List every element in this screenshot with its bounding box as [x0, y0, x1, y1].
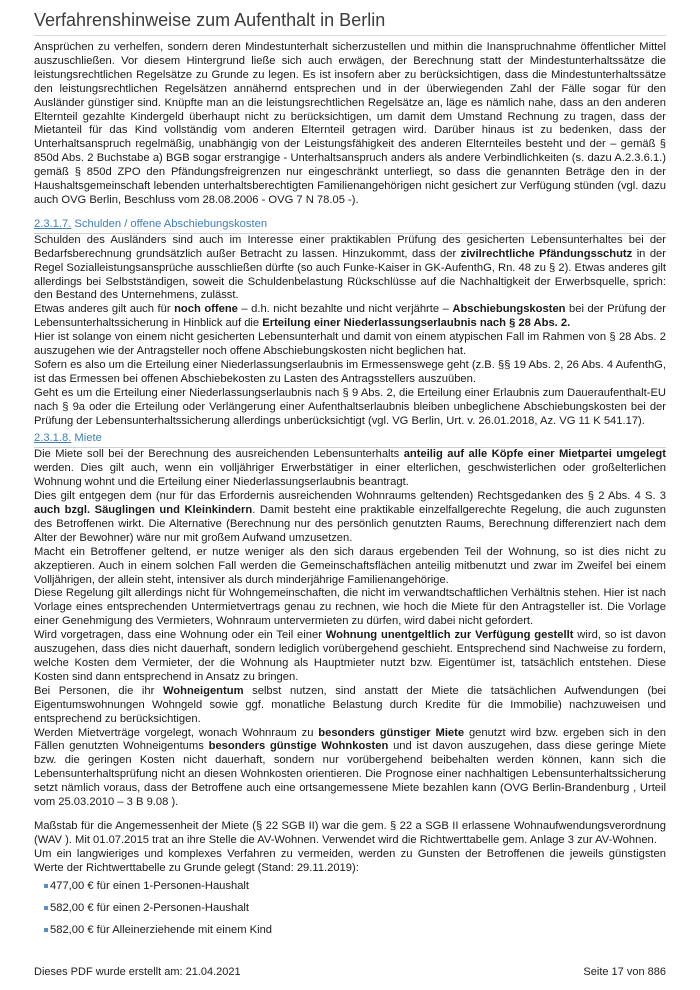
list-item: 477,00 € für einen 1-Personen-Haushalt: [44, 880, 666, 893]
document-body: [34, 41, 666, 946]
paragraph: Werden Mietverträge vorgelegt, wonach Wohnraum zu besonders günstiger Miete genutzt wird bzw. ergeben sich in den Fällen genutzten Wohneigentums besonders günstige Wohnkosten und ist davon auszugehen, dass diese geringe Miete bzw. die geringen Kosten nicht dauerhaft, sondern nur vorübergehend beibehalten werden können, kann sich die Lebensunterhaltsprüfung nicht an diesen Wohnkosten orientieren. Die Prognose einer nachhaltigen Lebensunterhaltssicherung setzt nämlich voraus, dass der Betroffene auch eine ortsangemessene Miete bezahlen kann (OVG Berlin-Brandenburg , Urteil vom 25.03.2010 – 3 B 9.08 ).: [34, 726, 667, 809]
section-number-link[interactable]: 2.3.1.8.: [34, 432, 72, 445]
page-title: Verfahrenshinweise zum Aufenthalt in Berlin: [34, 10, 386, 30]
paragraph: Wird vorgetragen, dass eine Wohnung oder ein Teil einer Wohnung unentgeltlich zur Verfügung gestellt wird, so ist davon auszugehen, dass dies nicht dauerhaft, sondern lediglich vorübergehend geschieht. Entsprechend sind Nachweise zu fordern, welche Kosten dem Vermieter, der die Wohnung als Hauptmieter nutzt bzw. Eigentümer ist, tatsächlich entstehen. Diese Kosten sind dann entsprechend in Ansatz zu bringen.: [34, 629, 666, 683]
created-date: Dieses PDF wurde erstellt am: 21.04.2021: [34, 966, 241, 978]
list-item: 582,00 € für Alleinerziehende mit einem Kind: [44, 924, 666, 937]
page-number: Seite 17 von 886: [583, 966, 666, 978]
title-divider: [34, 35, 666, 36]
paragraph: Um ein langwieriges und komplexes Verfahren zu vermeiden, werden zu Gunsten der Betroffenen die jeweils günstigsten Werte der Richtwerttabelle zu Grunde gelegt (Stand: 29.11.2019):: [34, 847, 666, 874]
paragraph: Dies gilt entgegen dem (nur für das Erfordernis ausreichenden Wohnraums geltenden) Rechtsgedanken des § 2 Abs. 4 S. 3 auch bzgl. Säuglingen und Kleinkindern. Damit besteht eine praktikable einzelfallgerechte Regelung, die auch zugunsten des Betroffenen wirkt. Die Alternative (Berechnung nur des persönlich genutzten Raums, Berechnung differenziert nach dem Alter der Bewohner) wäre nur mit großem Aufwand umzusetzen.: [34, 490, 666, 544]
bullet-square-icon: [44, 884, 48, 888]
bullet-square-icon: [44, 906, 48, 910]
paragraph: Schulden des Ausländers sind auch im Interesse einer praktikablen Prüfung des gesicherten Lebensunterhaltes bei der Bedarfsberechnung grundsätzlich außer Betracht zu lassen. Hinzukommt, dass der zivilrechtliche Pfändungsschutz in der Regel Sozialleistungsansprüche ausschließen dürfte (so auch Funke-Kaiser in GK-AufenthG, Rn. 48 zu § 2). Etwas anderes gilt allerdings bei Selbstständigen, soweit die Schuldenbelastung Rückschlüsse auf die Nachhaltigkeit der Erwerbsquelle, sprich: den Bestand des Unternehmens, zulässt.: [34, 233, 666, 302]
bullet-square-icon: [44, 928, 48, 932]
intro-paragraph: Ansprüchen zu verhelfen, sondern deren Mindestunterhalt sicherzustellen und mithin die Inanspruchnahme öffentlicher Mittel auszuschließen. Vor diesem Hintergrund ließe sich auch erwägen, der Berechnung statt der Mindestunterhaltssätze die leistungsrechtlichen Regelsätze zu Grunde zu legen. Es ist insofern aber zu berücksichtigen, dass die Mindestunterhaltssätze den leistungsrechtlichen Regelsätzen annähernd entsprechen und in der überwiegenden Zahl der Fälle sogar für den Ausländer günstiger sind. Knüpfte man an die leistungsrechtlichen Regelsätze an, läge es nämlich nahe, dass an den anderen Elternteil gezahlte Kindergeld überhaupt nicht zu berücksichtigen, um damit dem Umstand Rechnung zu tragen, dass der Mietanteil für das Kind vollständig vom anderen Elternteil getragen wird. Darüber hinaus ist zu bedenken, dass der Unterhaltsanspruch regelmäßig, unabhängig von der Leistungsfähigkeit des anderen Elternteiles besteht und der – gemäß § 850d Abs. 2 Buchstabe a) BGB sogar erstrangige - Unterhaltsanspruch anders als andere Verbindlichkeiten (s. dazu A.2.3.6.1.) gemäß § 850d ZPO den Pfändungsfreigrenzen nur eingeschränkt unterliegt, so dass die genannten Beträge den in der Haushaltsgemeinschaft lebenden unterhaltsberechtigten Familienangehörigen nicht gesichert zur Verfügung stünden (vgl. dazu auch OVG Berlin, Beschluss vom 28.08.2006 - OVG 7 N 78.05 -).: [34, 41, 666, 206]
rent-limits-list: [34, 880, 666, 937]
section-title: Schulden / offene Abschiebungskosten: [71, 217, 268, 230]
section-heading-miete: [34, 432, 666, 448]
paragraph: Etwas anderes gilt auch für noch offene – d.h. nicht bezahlte und nicht verjährte – Abschiebungskosten bei der Prüfung der Lebensunterhaltssicherung in Hinblick auf die Erteilung einer Niederlassungserlaubnis nach § 28 Abs. 2.: [34, 303, 666, 330]
paragraph: Bei Personen, die ihr Wohneigentum selbst nutzen, sind anstatt der Miete die tatsächlichen Aufwendungen (bei Eigentumswohnungen Wohngeld sowie ggf. monatliche Belastung durch Kredite für die Immobilie) nachzuweisen und entsprechend zu berücksichtigen.: [34, 684, 666, 725]
paragraph: Die Miete soll bei der Berechnung des ausreichenden Lebensunterhalts anteilig auf alle Köpfe einer Mietpartei umgelegt werden. Dies gilt auch, wenn ein volljähriger Erwerbstätiger in einer elterlichen, geschwisterlichen oder großelterlichen Wohnung wohnt und die Erteilung einer Niederlassungserlaubnis beantragt.: [34, 448, 666, 489]
page-footer: [34, 966, 666, 978]
paragraph: Sofern es also um die Erteilung einer Niederlassungserlaubnis im Ermessenswege geht (z.B. §§ 19 Abs. 2, 26 Abs. 4 AufenthG, ist das Ermessen bei offenen Abschiebekosten zu Lasten des Antragsstellers auszuüben.: [34, 358, 666, 385]
list-item: 582,00 € für einen 2-Personen-Haushalt: [44, 902, 666, 915]
paragraph: Diese Regelung gilt allerdings nicht für Wohngemeinschaften, die nicht im verwandtschaftlichen Verhältnis stehen. Hier ist nach Vorlage eines entsprechenden Untermietvertrags genau zu rechnen, wie hoch die Miete für den Antragsteller ist. Die Vorlage einer Genehmigung des Vermieters, Wohnraum untervermieten zu dürfen, wird dabei nicht gefordert.: [34, 587, 666, 628]
paragraph: Maßstab für die Angemessenheit der Miete (§ 22 SGB II) war die gem. § 22 a SGB II erlassene Wohnaufwendungsverordnung (WAV ). Mit 01.07.2015 trat an ihre Stelle die AV-Wohnen. Verwendet wird die Richtwerttabelle gem. Anlage 3 zur AV-Wohnen.: [34, 819, 666, 846]
section-heading-schulden: [34, 218, 666, 234]
paragraph: Geht es um die Erteilung einer Niederlassungserlaubnis nach § 9 Abs. 2, die Erteilung einer Erlaubnis zum Daueraufenthalt-EU nach § 9a oder die Erteilung oder Verlängerung einer Aufenthaltserlaubnis bleiben unbeglichene Abschiebungskosten bei der Prüfung der Lebensunterhaltssicherung allerdings unberücksichtigt (vgl. VG Berlin, Urt. v. 26.01.2018, Az. VG 11 K 541.17).: [34, 386, 666, 427]
section-title: Miete: [71, 432, 102, 445]
section-number-link[interactable]: 2.3.1.7.: [34, 217, 72, 230]
paragraph: Macht ein Betroffener geltend, er nutze weniger als den sich daraus ergebenden Teil der Wohnung, so ist dies nicht zu akzeptieren. Auch in einem solchen Fall werden die Gemeinschaftsflächen anteilig mitbenutzt und zwar im Zweifel bei einem Volljährigen, der allein steht, intensiver als durch minderjährige Familienangehörige.: [34, 545, 666, 586]
paragraph: Hier ist solange von einem nicht gesicherten Lebensunterhalt und damit von einem atypischen Fall im Rahmen von § 28 Abs. 2 auszugehen wie der Antragsteller noch offene Abschiebungskosten nicht beglichen hat.: [34, 331, 666, 358]
